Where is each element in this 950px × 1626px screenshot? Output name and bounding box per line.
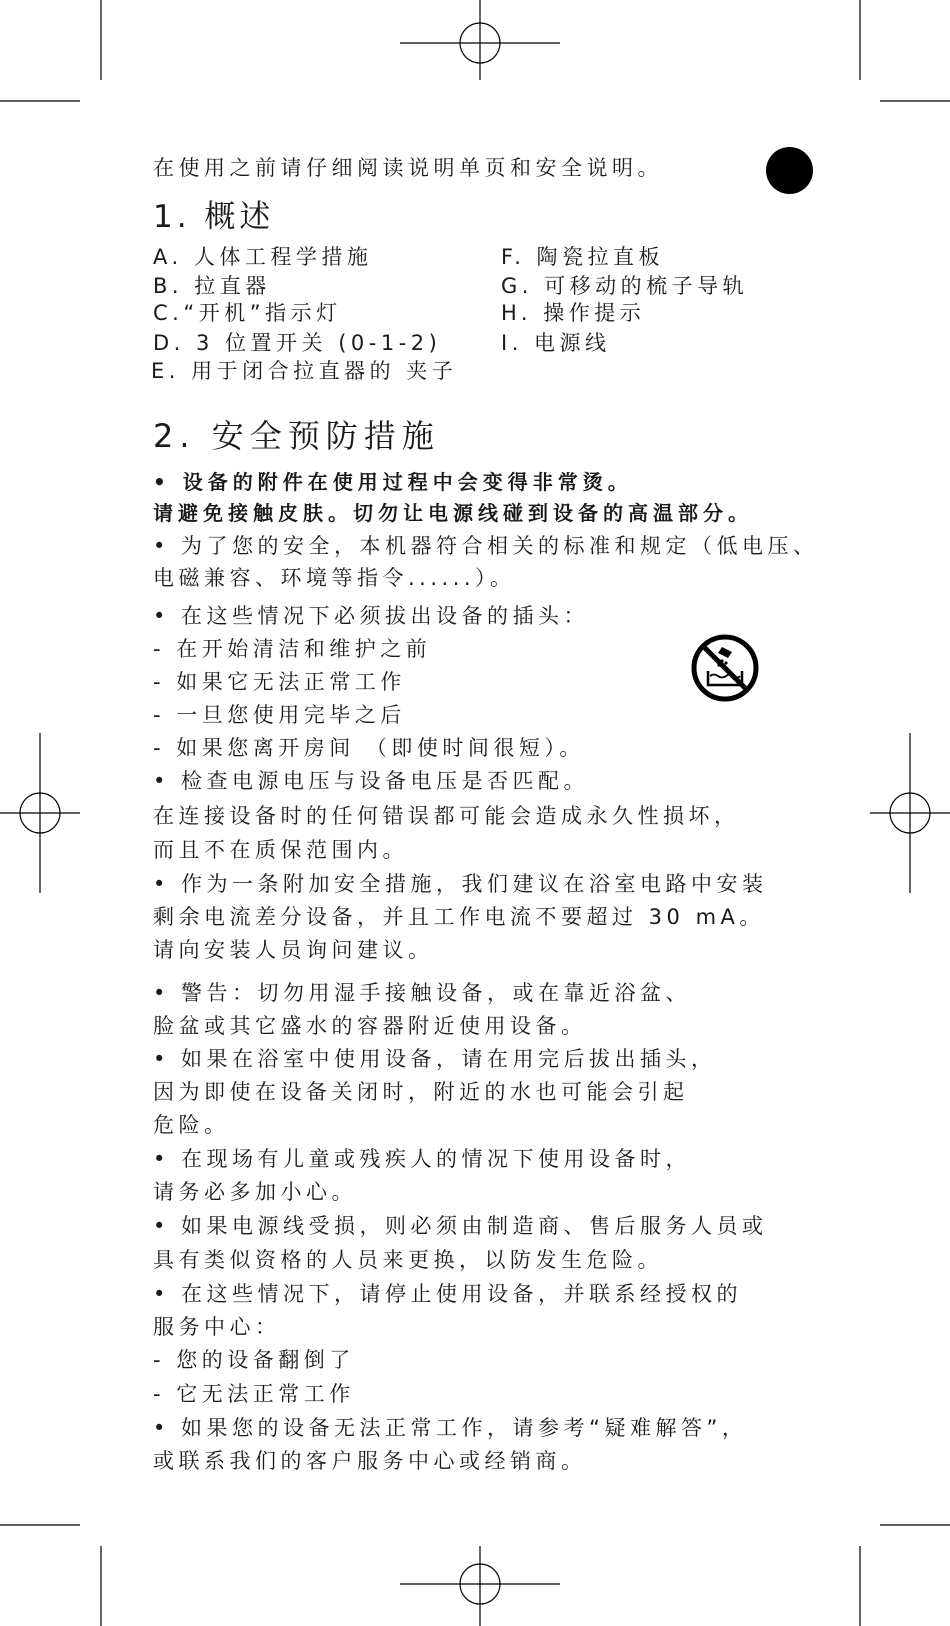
safety-line: 剩余电流差分设备，并且工作电流不要超过 30 mA。 — [153, 905, 765, 929]
safety-line: 服务中心： — [153, 1315, 281, 1339]
no-water-icon — [690, 633, 760, 703]
overview-item-h: H. 操作提示 — [501, 301, 646, 325]
overview-item-b: B. 拉直器 — [153, 274, 271, 298]
overview-item-i: I. 电源线 — [501, 331, 611, 355]
safety-line: - 在开始清洁和维护之前 — [153, 637, 432, 661]
overview-item-a: A. 人体工程学措施 — [153, 245, 373, 269]
safety-line: - 您的设备翻倒了 — [153, 1348, 355, 1372]
safety-line: • 检查电源电压与设备电压是否匹配。 — [153, 769, 590, 793]
safety-line: - 如果它无法正常工作 — [153, 670, 406, 694]
safety-line: 具有类似资格的人员来更换，以防发生危险。 — [153, 1248, 663, 1272]
safety-line: 或联系我们的客户服务中心或经销商。 — [153, 1449, 587, 1473]
safety-line: 请务必多加小心。 — [153, 1180, 357, 1204]
safety-line: • 在这些情况下，请停止使用设备，并联系经授权的 — [153, 1282, 743, 1306]
safety-line: • 在这些情况下必须拔出设备的插头： — [153, 604, 590, 628]
overview-item-d: D. 3 位置开关 (0-1-2) — [153, 331, 442, 355]
safety-line: • 警告：切勿用湿手接触设备，或在靠近浴盆、 — [153, 981, 692, 1005]
safety-line: 请向安装人员询问建议。 — [153, 938, 434, 962]
overview-item-f: F. 陶瓷拉直板 — [501, 245, 665, 269]
safety-heading: 2. 安全预防措施 — [153, 417, 440, 455]
safety-line: • 如果在浴室中使用设备，请在用完后拔出插头， — [153, 1047, 717, 1071]
safety-line: 而且不在质保范围内。 — [153, 838, 408, 862]
safety-line: • 为了您的安全，本机器符合相关的标准和规定（低电压、 — [153, 534, 819, 558]
safety-line: 请避免接触皮肤。切勿让电源线碰到设备的高温部分。 — [153, 501, 753, 525]
overview-item-c: C.“开机”指示灯 — [153, 301, 342, 325]
safety-line: • 作为一条附加安全措施，我们建议在浴室电路中安装 — [153, 872, 768, 896]
safety-line: 危险。 — [153, 1113, 230, 1137]
safety-line: • 在现场有儿童或残疾人的情况下使用设备时， — [153, 1147, 692, 1171]
overview-heading: 1. 概述 — [153, 199, 275, 235]
safety-line: • 设备的附件在使用过程中会变得非常烫。 — [153, 470, 633, 494]
intro-text: 在使用之前请仔细阅读说明单页和安全说明。 — [153, 156, 663, 180]
safety-line: 因为即使在设备关闭时，附近的水也可能会引起 — [153, 1080, 689, 1104]
registration-mark-icon — [400, 0, 560, 80]
safety-line: 电磁兼容、环境等指令......）。 — [153, 566, 516, 590]
safety-line: 在连接设备时的任何错误都可能会造成永久性损坏， — [153, 804, 740, 828]
safety-line: 脸盆或其它盛水的容器附近使用设备。 — [153, 1014, 587, 1038]
safety-line: - 如果您离开房间 （即使时间很短）。 — [153, 736, 585, 760]
black-dot-icon — [766, 147, 813, 194]
overview-item-e: E. 用于闭合拉直器的 夹子 — [151, 359, 458, 383]
registration-mark-icon — [400, 1546, 560, 1626]
safety-line: • 如果您的设备无法正常工作，请参考“疑难解答”， — [153, 1416, 748, 1440]
safety-line: - 它无法正常工作 — [153, 1382, 355, 1406]
safety-line: • 如果电源线受损，则必须由制造商、售后服务人员或 — [153, 1214, 768, 1238]
safety-line: - 一旦您使用完毕之后 — [153, 703, 406, 727]
overview-item-g: G. 可移动的梳子导轨 — [501, 274, 749, 298]
